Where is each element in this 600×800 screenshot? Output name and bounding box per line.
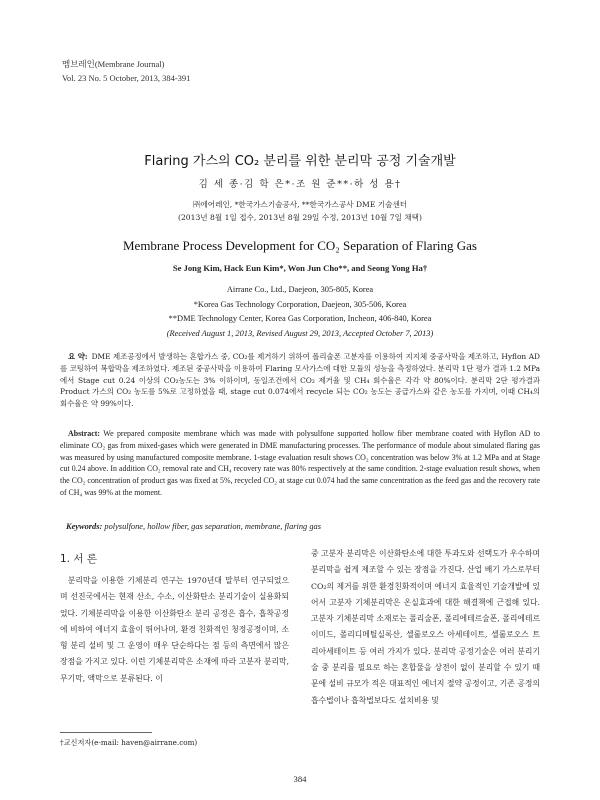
affiliation-english-line2: *Korea Gas Technology Corporation, Daejeon, 305-506, Korea — [193, 299, 407, 309]
abstract-english-label: Abstract: — [68, 429, 100, 438]
page-number: 384 — [293, 774, 307, 784]
journal-volume: Vol. 23 No. 5 October, 2013, 384-391 — [62, 73, 191, 83]
affiliation-korean-dates: (2013년 8월 1일 접수, 2013년 8월 29일 수정, 2013년 10월 7일 채택) — [178, 213, 422, 222]
title-english: Membrane Process Development for CO₂ Separation of Flaring Gas — [122, 238, 477, 253]
abstract-english-text: We prepared composite membrane which was made with polysulfone supported hollow fiber membrane coated with Hyflon AD to eliminate CO₂ gas from mixed-gases which were generated in DME manufacturing processes. The performance of module about simulated flaring gas was measured by using manufactured composite membrane. 1-stage evaluation result shows CO₂ concentration was below 3% at 1.2 MPa and at Stage cut 0.24 above. In addition CO₂ removal rate and CH₄ recovery rate was 80% respectively at the same condition. 2-stage evaluation result shows, when the CO₂ concentration of product gas was fixed at 5%, recycled CO₂ at stage cut 0.074 had the same concentration as the feed gas and the recovery rate of CH₄ was 99% at the moment. — [60, 429, 540, 497]
right-column-paragraph: 중 고분자 분리막은 이산화탄소에 대한 투과도와 선택도가 우수하며 분리막을 쉽게 제조할 수 있는 장점을 가진다. 산업 배기 가스로부터 CO₂의 제거를 위한 환경친화적이며 에너지 효율적인 기술개발에 있어서 고분자 기체분리막은 온실효과에 대한 해결책에 근접해 있다. 고분자 기체분리막 소재로는 폴리술폰, 폴리에테르술폰, 폴리에테르이미드, 폴리디메틸실록산, 셀룰로오스 아세테이트, 셀룰로오스 트리아세테이트 등 여러 가지가 있다. 분리막 공정기술은 여러 분리기술 중 분리를 필요로 하는 혼합물을 상전이 없이 분리할 수 있기 때문에 설비 규모가 적은 대표적인 에너지 절약 공정이고, 기존 공정의 흡수법이나 흡착법보다도 설치비용 및 — [311, 549, 540, 705]
abstract-korean-text: DME 제조공정에서 발생하는 혼합가스 중, CO₂를 제거하기 위하여 폴리술폰 고분자를 이용하여 지지체 중공사막을 제조하고, Hyflon AD를 코팅하여 복합막을 제조하였다. 제조된 중공사막을 이용하여 Flaring 모사가스에 대한 모듈의 성능을 측정하였다. 분리막 1단 평가 결과 1.2 MPa에서 Stage cut 0.24 이상의 CO₂농도는 3% 이하이며, 동일조건에서 CO₂ 제거율 및 CH₄ 회수율은 각각 약 80%이다. 분리막 2단 평가결과 Product 가스의 CO₂ 농도를 5%로 고정하였을 때, stage cut 0.074에서 recycle 되는 CO₂ 농도는 공급가스와 같은 농도를 가지며, 이때 CH₄의 회수율은 약 99%이다. — [60, 352, 540, 409]
abstract-korean-label: 요 약: — [68, 352, 88, 361]
authors-english: Se Jong Kim, Hack Eun Kim*, Won Jun Cho**, and Seong Yong Ha† — [172, 263, 428, 273]
title-korean: Flaring 가스의 CO₂ 분리를 위한 분리막 공정 기술개발 — [144, 154, 456, 169]
keywords-text: polysulfone, hollow fiber, gas separation, membrane, flaring gas — [104, 522, 321, 531]
affiliation-english-line3: **DME Technology Center, Korea Gas Corporation, Incheon, 406-840, Korea — [168, 314, 432, 324]
affiliation-korean — [0, 198, 600, 224]
abstract-korean — [60, 351, 540, 410]
affiliation-english — [0, 283, 600, 341]
affiliation-korean-line1: ㈜에어레인, *한국가스기술공사, **한국가스공사 DME 기술센터 — [192, 200, 408, 209]
received-dates: (Received August 1, 2013, Revised August 29, 2013, Accepted October 7, 2013) — [166, 328, 434, 338]
footnote-divider — [60, 732, 152, 733]
footnote-corresponding-author: †교신저자(e-mail: haven@airrane.com) — [60, 738, 198, 747]
authors-korean: 김 세 종·김 학 은*·조 원 준**·하 성 용† — [198, 179, 402, 190]
journal-header — [62, 57, 190, 85]
left-column-paragraph: 분리막을 이용한 기체분리 연구는 1970년대 말부터 연구되었으며 선진국에서는 현재 산소, 수소, 이산화탄소 분리기술이 실용화되었다. 기체분리막을 이용한 이산화탄소 분리 공정은 흡수, 흡착공정에 비하여 에너지 효율이 뛰어나며, 환경 친화적인 청정공정이며, 소형 분리 설비 및 그 운영이 매우 단순하다는 점 등의 측면에서 많은 장점을 가지고 있다. 이런 기체분리막은 소재에 따라 고분자 분리막, 무기막, 액막으로 분류된다. 이 — [60, 576, 289, 683]
abstract-english — [60, 428, 540, 499]
right-column — [311, 546, 540, 709]
section-title-introduction: 1. 서 론 — [60, 553, 97, 565]
journal-name: 멤브레인(Membrane Journal) — [62, 59, 165, 69]
affiliation-english-line1: Airrane Co., Ltd., Daejeon, 305-805, Korea — [226, 285, 374, 294]
keywords — [66, 522, 321, 531]
left-column — [60, 573, 289, 687]
keywords-label: Keywords: — [66, 522, 103, 531]
